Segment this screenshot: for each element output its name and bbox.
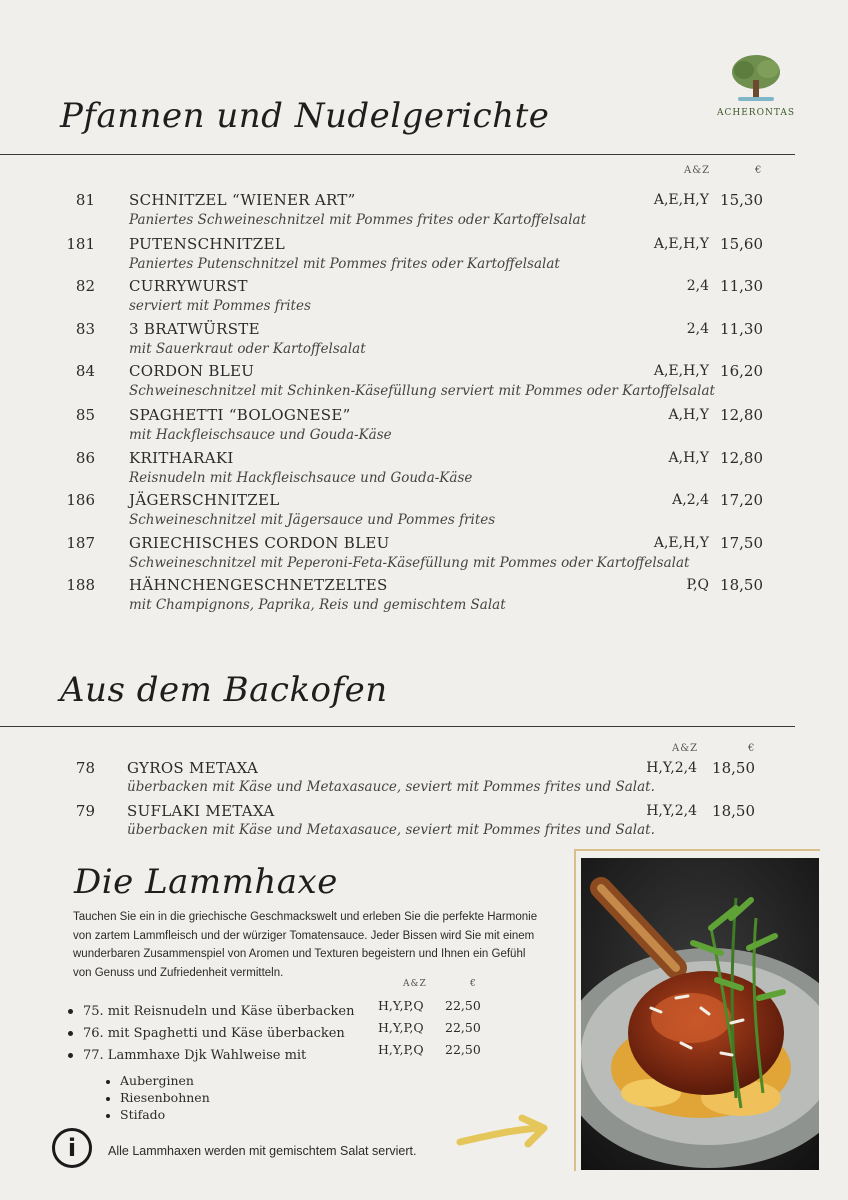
menu-item-number: 84 [75,362,95,380]
section-title-pfannen: Pfannen und Nudelgerichte [60,96,550,136]
menu-item-number: 81 [75,191,95,209]
menu-item-price: 15,60 [720,235,763,253]
menu-item-number: 78 [75,759,95,777]
section1-col-price: € [755,165,763,176]
menu-item-price: 18,50 [712,802,755,820]
menu-item-allergens: 2,4 [686,278,709,294]
section2-divider [0,726,795,727]
menu-item-name: SUFLAKI METAXA [127,802,275,820]
info-icon-glyph: i [67,1134,77,1162]
arrow-icon [456,1112,552,1152]
menu-item-description: mit Champignons, Paprika, Reis und gemischtem Salat [129,597,506,613]
menu-item-number: 186 [66,491,95,509]
menu-item-price: 17,20 [720,491,763,509]
intro-line: von Genuss und Zufriedenheit vermitteln. [73,966,284,979]
menu-item-name: GYROS METAXA [127,759,259,777]
brand-name: ACHERONTAS [716,108,795,118]
lammhaxe-item-label: 77. Lammhaxe Djk Wahlweise mit [83,1048,307,1063]
menu-item-price: 11,30 [720,320,763,338]
menu-item-allergens: A,E,H,Y [653,535,709,551]
menu-item-name: KRITHARAKI [129,449,234,467]
menu-item-number: 83 [75,320,95,338]
option-label: Riesenbohnen [120,1090,210,1105]
section1-divider [0,154,795,155]
menu-item-description: überbacken mit Käse und Metaxasauce, seviert mit Pommes frites und Salat. [127,822,655,838]
menu-item-description: überbacken mit Käse und Metaxasauce, seviert mit Pommes frites und Salat. [127,779,655,795]
lammhaxe-option [106,1073,194,1088]
menu-item-description: Schweineschnitzel mit Schinken-Käsefüllung serviert mit Pommes oder Kartoffelsalat [129,383,715,399]
menu-item-name: SPAGHETTI “BOLOGNESE” [129,406,351,424]
menu-item-description: Paniertes Schweineschnitzel mit Pommes frites oder Kartoffelsalat [129,212,586,228]
menu-item-description: Reisnudeln mit Hackfleischsauce und Gouda-Käse [129,470,473,486]
section1-col-allergens: A&Z [684,165,711,176]
lammhaxe-item [68,1026,345,1041]
bullet-icon [106,1114,110,1118]
lammhaxe-intro [73,908,563,982]
bullet-icon [68,1053,73,1058]
bullet-icon [106,1097,110,1101]
menu-item-price: 12,80 [720,406,763,424]
menu-item-price: 17,50 [720,534,763,552]
lammhaxe-photo [581,858,819,1170]
menu-item-allergens: A,H,Y [668,450,709,466]
menu-item-allergens: A,E,H,Y [653,236,709,252]
menu-item-name: GRIECHISCHES CORDON BLEU [129,534,390,552]
section3-col-price: € [470,979,477,989]
menu-item-name: SCHNITZEL “WIENER ART” [129,191,356,209]
lammhaxe-price: 22,50 [445,1020,481,1035]
option-label: Stifado [120,1107,166,1122]
menu-item-number: 187 [66,534,95,552]
menu-item-allergens: 2,4 [686,321,709,337]
lammhaxe-allergens: H,Y,P,Q [378,1020,424,1035]
section3-col-allergens: A&Z [403,979,427,989]
menu-item-name: JÄGERSCHNITZEL [129,491,280,509]
menu-item-price: 18,50 [720,576,763,594]
menu-item-description: Paniertes Putenschnitzel mit Pommes frites oder Kartoffelsalat [129,256,560,272]
menu-item-price: 12,80 [720,449,763,467]
menu-item-description: Schweineschnitzel mit Peperoni-Feta-Käsefüllung mit Pommes oder Kartoffelsalat [129,555,690,571]
menu-item-price: 18,50 [712,759,755,777]
menu-item-allergens: A,E,H,Y [653,363,709,379]
lammhaxe-item-label: 75. mit Reisnudeln und Käse überbacken [83,1004,355,1019]
section2-col-price: € [748,743,756,754]
intro-line: von zartem Lammfleisch und der würziger Tomatensauce. Jeder Bissen wird Sie mit einem [73,929,535,942]
menu-item-number: 82 [75,277,95,295]
lammhaxe-allergens: H,Y,P,Q [378,1042,424,1057]
intro-line: wunderbaren Zusammenspiel von Aromen und Texturen begeistern und Ihnen ein Gefühl [73,948,526,960]
menu-item-name: 3 BRATWÜRSTE [129,320,260,338]
lammhaxe-price: 22,50 [445,998,481,1013]
section-title-lammhaxe: Die Lammhaxe [74,862,338,902]
bullet-icon [68,1009,73,1014]
menu-item-number: 79 [75,802,95,820]
menu-item-name: CORDON BLEU [129,362,255,380]
section-title-backofen: Aus dem Backofen [60,670,388,710]
intro-line: Tauchen Sie ein in die griechische Geschmackswelt und erleben Sie die perfekte Harmonie [73,911,538,923]
menu-item-number: 181 [66,235,95,253]
lammhaxe-note: Alle Lammhaxen werden mit gemischtem Salat serviert. [108,1144,417,1158]
lammhaxe-option [106,1107,165,1122]
menu-item-price: 16,20 [720,362,763,380]
menu-item-name: PUTENSCHNITZEL [129,235,285,253]
menu-item-name: HÄHNCHENGESCHNETZELTES [129,576,388,594]
menu-item-allergens: H,Y,2,4 [646,760,697,776]
menu-item-allergens: H,Y,2,4 [646,803,697,819]
bullet-icon [106,1080,110,1084]
menu-item-allergens: A,E,H,Y [653,192,709,208]
lammhaxe-price: 22,50 [445,1042,481,1057]
menu-item-description: mit Hackfleischsauce und Gouda-Käse [129,427,392,443]
menu-item-allergens: A,H,Y [668,407,709,423]
brand-logo [716,52,796,118]
info-icon [52,1128,92,1168]
lammhaxe-allergens: H,Y,P,Q [378,998,424,1013]
lammhaxe-item [68,1004,354,1019]
option-label: Auberginen [120,1073,194,1088]
lammhaxe-item-label: 76. mit Spaghetti und Käse überbacken [83,1026,345,1041]
bullet-icon [68,1031,73,1036]
tree-logo-icon [726,52,786,104]
menu-item-number: 85 [75,406,95,424]
menu-item-allergens: P,Q [686,577,709,593]
section2-col-allergens: A&Z [672,743,699,754]
lammhaxe-item [68,1048,306,1063]
menu-item-number: 86 [75,449,95,467]
menu-item-allergens: A,2,4 [672,492,709,508]
menu-item-description: mit Sauerkraut oder Kartoffelsalat [129,341,366,357]
menu-item-description: Schweineschnitzel mit Jägersauce und Pommes frites [129,512,496,528]
menu-item-price: 15,30 [720,191,763,209]
menu-item-price: 11,30 [720,277,763,295]
menu-item-name: CURRYWURST [129,277,248,295]
lammhaxe-option [106,1090,210,1105]
menu-item-description: serviert mit Pommes frites [129,298,311,314]
menu-item-number: 188 [66,576,95,594]
